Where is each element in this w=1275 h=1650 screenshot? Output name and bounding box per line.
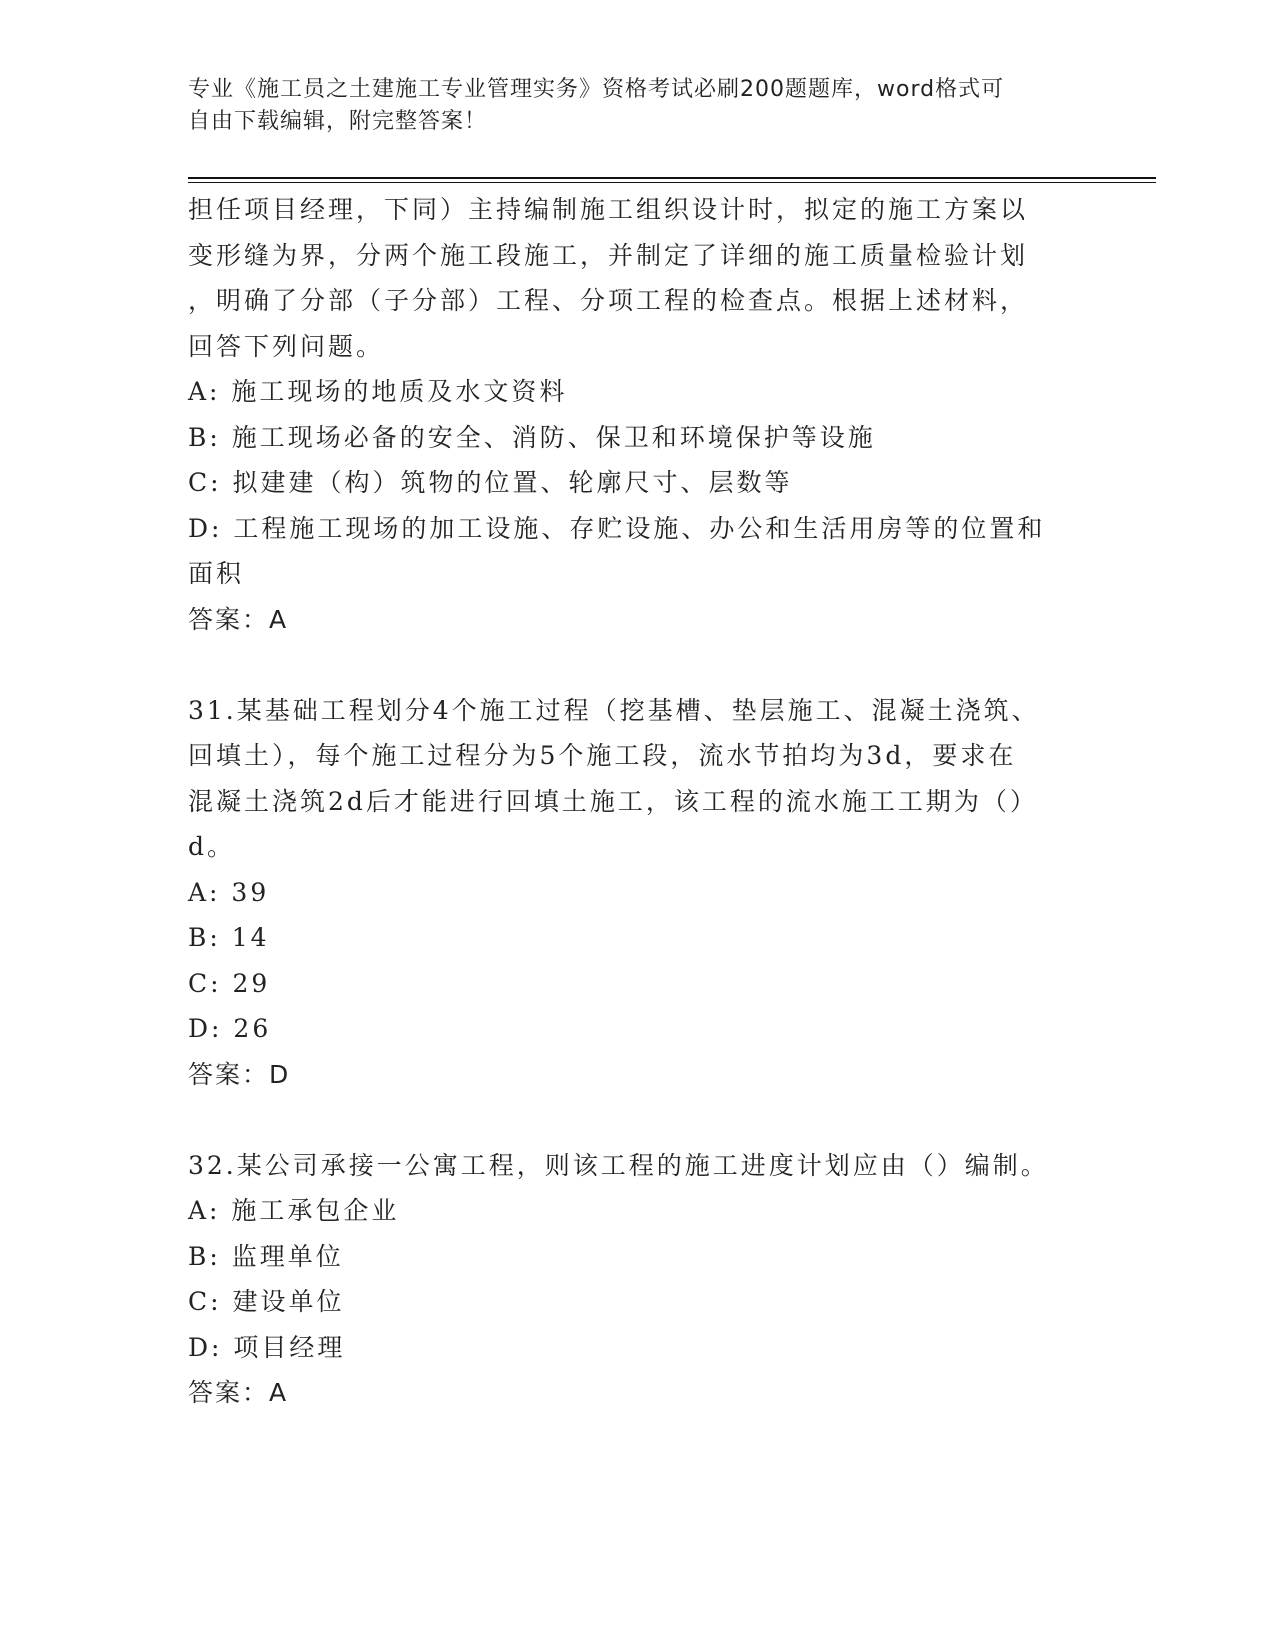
question-31 — [188, 688, 1088, 1098]
question-stem-line: ，明确了分部（子分部）工程、分项工程的检查点。根据上述材料， — [188, 286, 1029, 315]
question-stem-line: d。 — [188, 832, 236, 861]
header-title-line-1: 专业《施工员之土建施工专业管理实务》资格考试必刷200题题库，word格式可 — [188, 77, 1005, 102]
spacer — [188, 642, 1088, 688]
question-stem-line: 回填土），每个施工过程分为5个施工段，流水节拍均为3d，要求在 — [188, 741, 1017, 770]
question-stem-line: 担任项目经理，下同）主持编制施工组织设计时，拟定的施工方案以 — [188, 195, 1029, 224]
option-a: A: 施工承包企业 — [188, 1196, 400, 1225]
question-30 — [188, 187, 1088, 642]
header-divider-thin — [188, 182, 1156, 183]
question-stem-line: 回答下列问题。 — [188, 331, 385, 361]
option-a: A: 39 — [188, 877, 270, 907]
option-c: C: 拟建建（构）筑物的位置、轮廓尺寸、层数等 — [188, 468, 793, 497]
option-d: D: 工程施工现场的加工设施、存贮设施、办公和生活用房等的位置和 — [188, 513, 1046, 543]
option-a: A: 施工现场的地质及水文资料 — [188, 377, 568, 406]
option-d: D: 26 — [188, 1014, 272, 1043]
question-stem-line: 混凝土浇筑2d后才能进行回填土施工，该工程的流水施工工期为（） — [188, 786, 1038, 816]
option-b: B: 14 — [188, 923, 270, 952]
answer-line: 答案：A — [188, 604, 289, 634]
header-divider-thick — [188, 177, 1156, 179]
option-b: B: 施工现场必备的安全、消防、保卫和环境保护等设施 — [188, 422, 876, 452]
question-stem-line: 变形缝为界，分两个施工段施工，并制定了详细的施工质量检验计划 — [188, 240, 1029, 270]
answer-line: 答案：A — [188, 1378, 289, 1407]
document-body — [188, 187, 1088, 1416]
spacer — [188, 1097, 1088, 1143]
header-title-line-2: 自由下载编辑，附完整答案！ — [188, 109, 488, 134]
option-d-continued: 面积 — [188, 559, 245, 588]
option-c: C: 建设单位 — [188, 1287, 345, 1316]
document-header — [188, 74, 1068, 138]
question-stem-line: 31.某基础工程划分4个施工过程（挖基槽、垫层施工、混凝土浇筑、 — [188, 695, 1040, 725]
option-c: C: 29 — [188, 968, 271, 998]
question-stem-line: 32.某公司承接一公寓工程，则该工程的施工进度计划应由（）编制。 — [188, 1150, 1049, 1180]
option-d: D: 项目经理 — [188, 1332, 346, 1362]
question-32 — [188, 1143, 1088, 1416]
option-b: B: 监理单位 — [188, 1241, 344, 1271]
answer-line: 答案：D — [188, 1059, 291, 1089]
